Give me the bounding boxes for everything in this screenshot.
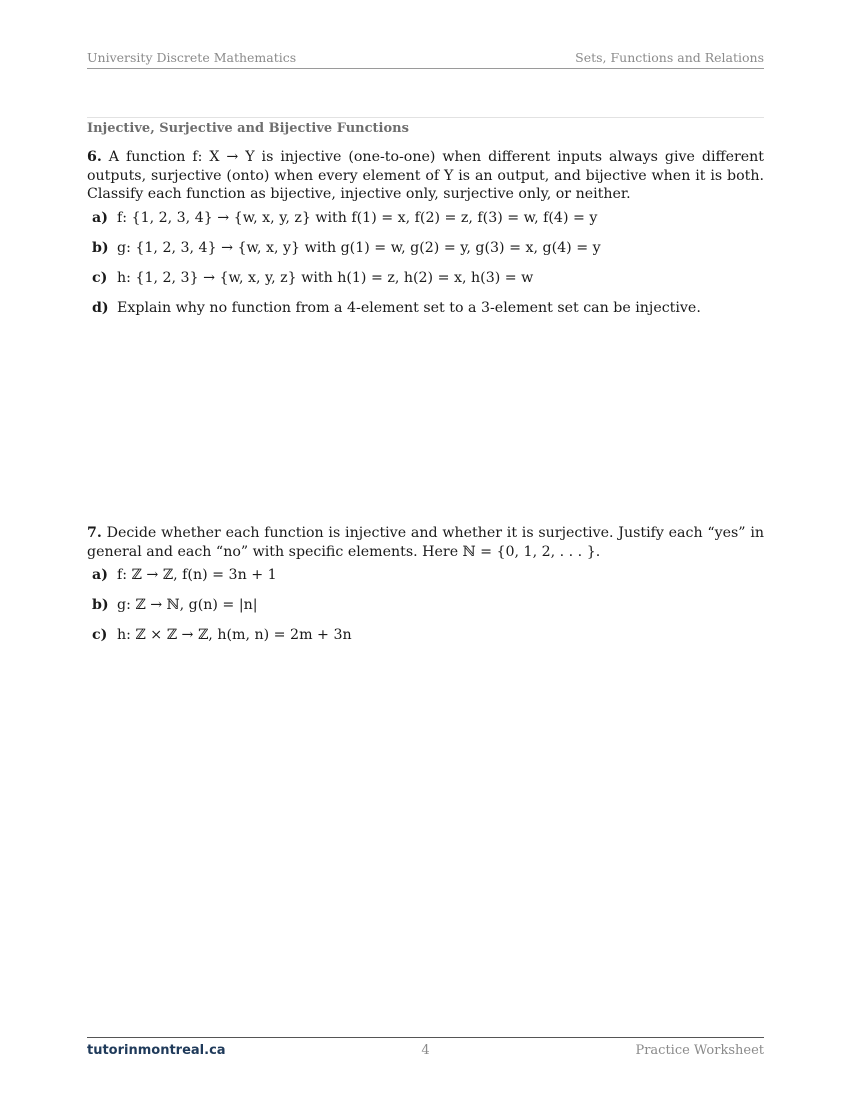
part-text: f: ℤ → ℤ, f(n) = 3n + 1	[117, 567, 277, 583]
problem-7-part-b	[92, 597, 764, 627]
problem-6-part-c	[92, 270, 764, 300]
running-header	[87, 50, 764, 69]
part-text: h: {1, 2, 3} → {w, x, y, z} with h(1) = z, h(2) = x, h(3) = w	[117, 270, 534, 286]
section-divider	[87, 117, 764, 118]
problem-6	[87, 148, 764, 204]
page-number: 4	[421, 1043, 430, 1058]
part-label: c)	[92, 270, 108, 286]
footer-document-type: Practice Worksheet	[635, 1043, 764, 1058]
problem-7-statement	[87, 524, 764, 561]
footer-site-link[interactable]: tutorinmontreal.ca	[87, 1043, 226, 1058]
part-label: d)	[92, 300, 109, 316]
problem-7	[87, 524, 764, 561]
problem-6-part-b	[92, 240, 764, 270]
problem-7-parts	[92, 567, 764, 657]
problem-6-part-a	[92, 210, 764, 240]
part-label: c)	[92, 627, 108, 643]
part-text: h: ℤ × ℤ → ℤ, h(m, n) = 2m + 3n	[117, 627, 352, 643]
part-label: b)	[92, 597, 109, 613]
header-course-title: University Discrete Mathematics	[87, 50, 297, 65]
problem-7-number: 7.	[87, 525, 102, 541]
part-text: g: ℤ → ℕ, g(n) = |n|	[117, 597, 258, 613]
part-label: a)	[92, 567, 108, 583]
problem-6-part-d	[92, 300, 764, 330]
part-text: f: {1, 2, 3, 4} → {w, x, y, z} with f(1) = x, f(2) = z, f(3) = w, f(4) = y	[117, 210, 598, 226]
part-text: g: {1, 2, 3, 4} → {w, x, y} with g(1) = w, g(2) = y, g(3) = x, g(4) = y	[117, 240, 601, 256]
problem-6-number: 6.	[87, 149, 102, 165]
problem-7-text: Decide whether each function is injective and whether it is surjective. Justify each “yes” in general and each “no” with specific elements. Here ℕ = {0, 1, 2, . . . }.	[87, 525, 764, 560]
problem-7-part-a	[92, 567, 764, 597]
part-label: b)	[92, 240, 109, 256]
problem-6-parts	[92, 210, 764, 330]
part-label: a)	[92, 210, 108, 226]
part-text: Explain why no function from a 4-element set to a 3-element set can be injective.	[117, 300, 701, 316]
problem-6-statement	[87, 148, 764, 204]
running-footer	[87, 1037, 764, 1058]
section-title: Injective, Surjective and Bijective Functions	[87, 121, 409, 136]
header-topic-title: Sets, Functions and Relations	[575, 50, 764, 65]
problem-7-part-c	[92, 627, 764, 657]
problem-6-text: A function f: X → Y is injective (one-to-one) when different inputs always give different outputs, surjective (onto) when every element of Y is an output, and bijective when it is both. Classify each function as bijective, injective only, surjective only, or neither.	[87, 149, 764, 202]
